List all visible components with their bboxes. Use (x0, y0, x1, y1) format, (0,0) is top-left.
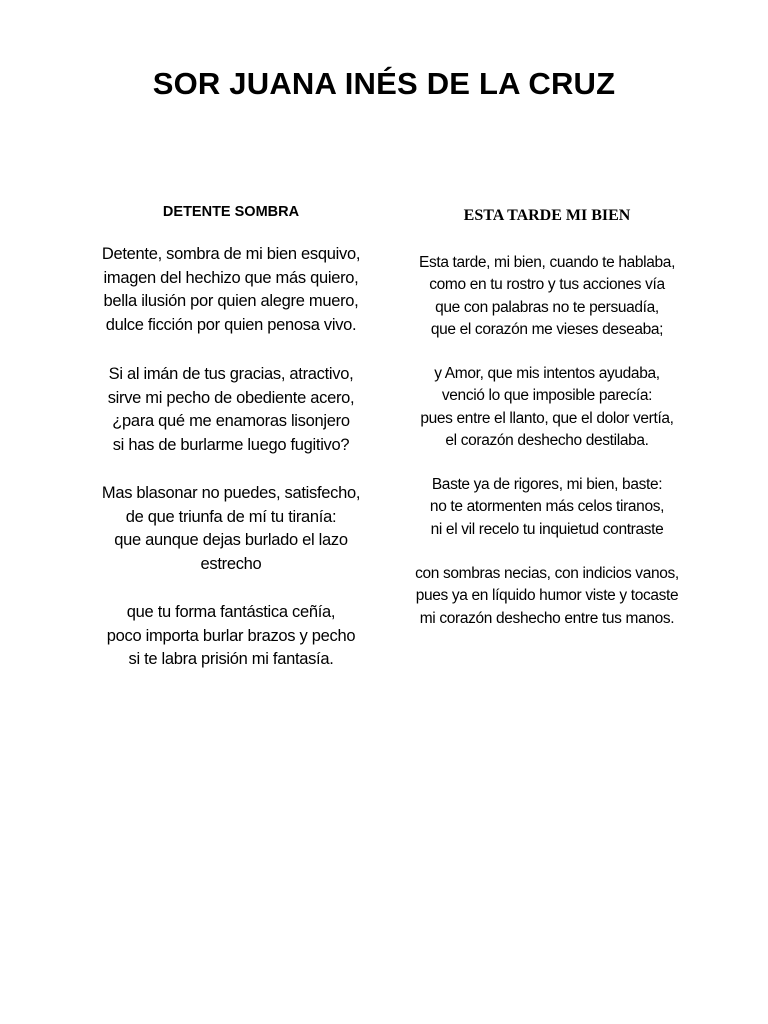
page-title: SOR JUANA INÉS DE LA CRUZ (152, 66, 616, 101)
poem-line: dulce ficción por quien penosa vivo. (105, 315, 357, 334)
poem-line: que tu forma fantástica ceñía, (126, 603, 336, 621)
poem-line: como en tu rostro y tus acciones vía (429, 276, 665, 294)
poem-line: pues entre el llanto, que el dolor vertía, (420, 409, 674, 427)
poem-line: sirve mi pecho de obediente acero, (107, 388, 355, 407)
poem-line: no te atormenten más celos tiranos, (429, 498, 665, 516)
poem-line: que el corazón me vieses deseaba; (430, 321, 664, 339)
poem-line: el corazón deshecho destilaba. (445, 432, 649, 450)
poem-line: Si al imán de tus gracias, atractivo, (108, 365, 354, 383)
poem-line: mi corazón deshecho entre tus manos. (419, 609, 675, 627)
poem-line: si has de burlarme luego fugitivo? (112, 435, 350, 454)
stanza-2 (396, 363, 698, 453)
poem-line: Esta tarde, mi bien, cuando te hablaba, (418, 254, 676, 271)
poem-line: Detente, sombra de mi bien esquivo, (101, 245, 361, 263)
stanza-4 (86, 601, 376, 672)
poem-line: si te labra prisión mi fantasía. (128, 650, 334, 668)
poem-line: ¿para qué me enamoras lisonjero (112, 412, 350, 430)
stanza-1 (396, 252, 698, 342)
poem-line: con sombras necias, con indicios vanos, (415, 565, 679, 582)
stanza-2 (86, 363, 376, 457)
poem-title: DETENTE SOMBRA (162, 204, 300, 220)
stanza-3 (86, 482, 376, 576)
poem-line: que aunque dejas burlado el lazo (114, 531, 348, 549)
poem-line: estrecho (200, 554, 262, 573)
poem-line: de que triunfa de mí tu tiranía: (125, 507, 337, 526)
poem-line: bella ilusión por quien alegre muero, (103, 292, 359, 310)
poem-line: poco importa burlar brazos y pecho (106, 626, 356, 645)
poem-line: Mas blasonar no puedes, satisfecho, (101, 484, 361, 502)
poem-line: que con palabras no te persuadía, (435, 298, 659, 316)
poem-title: ESTA TARDE MI BIEN (463, 207, 631, 224)
poem-line: pues ya en líquido humor viste y tocaste (415, 587, 679, 605)
poem-line: venció lo que imposible parecía: (441, 387, 653, 405)
poem-line: y Amor, que mis intentos ayudaba, (434, 365, 660, 382)
poem-line: imagen del hechizo que más quiero, (103, 268, 359, 287)
stanza-4 (396, 563, 698, 630)
poem-line: ni el vil recelo tu inquietud contraste (430, 520, 664, 538)
poem-line: Baste ya de rigores, mi bien, baste: (431, 476, 663, 493)
stanza-3 (396, 474, 698, 541)
stanza-1 (86, 243, 376, 337)
